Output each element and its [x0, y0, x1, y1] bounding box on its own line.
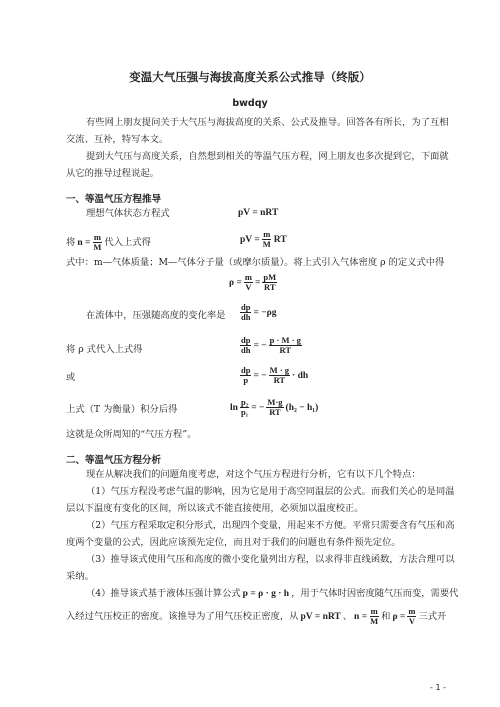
intro-paragraph-1-line-2: 交流、互补，特写本文。: [66, 134, 169, 145]
item-4-line-2: [66, 607, 446, 626]
eq5-left-fraction: [240, 336, 251, 355]
density-left: ρ =: [229, 277, 242, 288]
author-name: bwdqy: [232, 98, 268, 109]
eq6-tail: · dh: [292, 370, 309, 381]
section-2-lead: 现在从解决我们的问题角度考虑，对这个气压方程进行分析，它有以下几个特点：: [86, 469, 421, 480]
dp-dh-numerator: dp: [241, 302, 251, 312]
page-title: 变温大气压强与海拔高度关系公式推导（终版）: [129, 70, 371, 84]
eq5-right-fraction: [269, 336, 302, 355]
item-2-line-2: 度两个变量的公式，因此应该预先定位，而且对于我们的问题也有条件预先定位。: [66, 537, 401, 548]
liquid-pressure-formula: p = ρ · g · h: [242, 589, 290, 599]
eq7-left-fraction: [240, 398, 249, 417]
ideal-gas-equation: pV = nRT: [238, 208, 279, 218]
eq6-left-fraction: [240, 366, 251, 385]
substitution-line: [66, 233, 151, 252]
density-inline-formula: [392, 607, 416, 626]
eq7-denominator: p₁: [240, 407, 249, 417]
mole-fraction: [92, 233, 102, 252]
eq6-right-fraction: [269, 366, 290, 385]
integration-text: 上式（T 为衡量）积分后得: [66, 404, 178, 415]
equation-6: [240, 366, 308, 385]
substitution-suffix: 代入上式得: [104, 236, 151, 248]
density-equals: =: [254, 277, 261, 288]
item-1-line-2: 层以下温度有变化的区间，所以该式不能直接使用，必须加以温度校正。: [66, 503, 364, 514]
eq7-numerator: p₂: [240, 397, 249, 407]
eq7-equals: = −: [251, 402, 265, 413]
page-number: - 1 -: [430, 683, 446, 692]
density-inline-fraction: [407, 607, 416, 626]
mole-symbol: n =: [77, 237, 91, 248]
eq2-fraction: [262, 230, 272, 249]
item-4-separator: 、: [342, 610, 353, 622]
equation-7: [230, 398, 318, 417]
or-text: 或: [66, 372, 76, 383]
mole-fraction-numerator: m: [93, 232, 101, 242]
eq7-tail: (h₂ − h₁): [285, 402, 319, 413]
rho-substitution-text: 将 ρ 式代入上式得: [66, 344, 143, 355]
item-3-line-2: 采纳。: [66, 571, 94, 582]
density-f2-numerator: pM: [263, 272, 277, 282]
substitution-prefix: 将: [66, 236, 76, 248]
section-1-heading: 一、等温气压方程推导: [66, 194, 162, 205]
eq5-right-numerator: p · M · g: [269, 335, 301, 345]
mole-fraction-denominator: M: [93, 242, 102, 252]
ideal-gas-label: 理想气体状态方程式: [86, 208, 170, 219]
eq2-numerator: m: [263, 229, 271, 239]
eq5-denominator: dh: [241, 345, 251, 355]
eq7-ln: ln: [230, 402, 238, 413]
eq5-numerator: dp: [241, 335, 251, 345]
eq5-right-denominator: RT: [279, 345, 292, 355]
mole-inline-numerator: m: [370, 606, 378, 616]
mole-definition: [77, 233, 102, 252]
item-4-text-b: ，用于气体时因密度随气压而变，需要代: [291, 588, 459, 599]
density-fraction-2: [262, 273, 277, 292]
mole-inline-symbol: n =: [354, 611, 368, 622]
item-4-text-a: （4）推导该式基于液体压强计算公式: [86, 588, 241, 599]
item-4-text-c: 入经过气压校正的密度。该推导为了用气压校正密度，从: [66, 610, 299, 622]
item-4-text-d: 三式开: [418, 610, 447, 622]
density-equation: [229, 273, 277, 292]
mole-inline-denominator: M: [370, 616, 379, 626]
eq7-right-fraction: [266, 398, 283, 417]
eq6-equals: = −: [253, 370, 267, 381]
eq5-equals: = −: [253, 340, 267, 351]
mole-inline-fraction: [369, 607, 379, 626]
item-4-line-1: [86, 588, 458, 600]
density-f1-numerator: m: [244, 272, 252, 282]
density-f1-denominator: V: [245, 282, 252, 292]
dp-dh-fraction: [240, 303, 251, 322]
intro-paragraph-2-line-2: 从它的推导过程说起。: [66, 168, 159, 179]
pressure-gradient-equation: [240, 303, 277, 322]
intro-paragraph-1-line-1: 有些网上朋友提问关于大气压与海拔高度的关系、公式及推导。回答各有所长，为了互相: [86, 117, 449, 128]
eq6-right-denominator: RT: [273, 375, 286, 385]
equation-pv-mrt: [240, 230, 287, 249]
eq2-left: pV =: [240, 234, 260, 245]
conclusion-text: 这就是众所周知的“气压方程”。: [66, 429, 197, 440]
item-4-and: 和: [381, 610, 391, 622]
density-f2-denominator: RT: [264, 282, 276, 292]
section-2-heading: 二、等温气压方程分析: [66, 455, 162, 466]
eq7-right-denominator: RT: [269, 407, 281, 417]
item-1-line-1: （1）气压方程没考虑气温的影响，因为它是用于高空同温层的公式。而我们关心的是同温: [86, 486, 455, 497]
eq6-right-numerator: M · g: [269, 365, 290, 375]
equation-5: [240, 336, 302, 355]
eq2-denominator: M: [262, 239, 271, 249]
density-inline-symbol: ρ =: [392, 611, 406, 622]
ideal-gas-inline-formula: pV = nRT: [300, 611, 341, 622]
item-2-line-1: （2）气压方程采取定积分形式，出现四个变量，用起来不方便。平常只需要含有气压和高: [86, 520, 455, 531]
item-3-line-1: （3）推导该式使用气压和高度的微小变化量列出方程，以求得非直线函数，方法合理可以: [86, 554, 455, 565]
eq6-denominator: p: [243, 375, 249, 385]
dp-dh-right: = −ρg: [253, 307, 277, 318]
density-inline-denominator: V: [408, 616, 415, 626]
where-text: 式中：m—气体质量；M—气体分子量（或摩尔质量）。将上式引入气体密度 ρ 的定义式中得: [66, 257, 445, 268]
mole-inline-formula: [354, 607, 379, 626]
eq7-right-numerator: M·g: [267, 397, 283, 407]
density-fraction-1: [244, 273, 253, 292]
dp-dh-denominator: dh: [241, 312, 251, 322]
fluid-rate-text: 在流体中，压强随高度的变化率是: [86, 310, 226, 321]
density-inline-numerator: m: [408, 606, 416, 616]
intro-paragraph-2-line-1: 提到大气压与高度关系，自然想到相关的等温气压方程，网上朋友也多次提到它，下面就: [86, 151, 449, 162]
eq2-right: RT: [273, 234, 287, 245]
eq6-numerator: dp: [241, 365, 251, 375]
